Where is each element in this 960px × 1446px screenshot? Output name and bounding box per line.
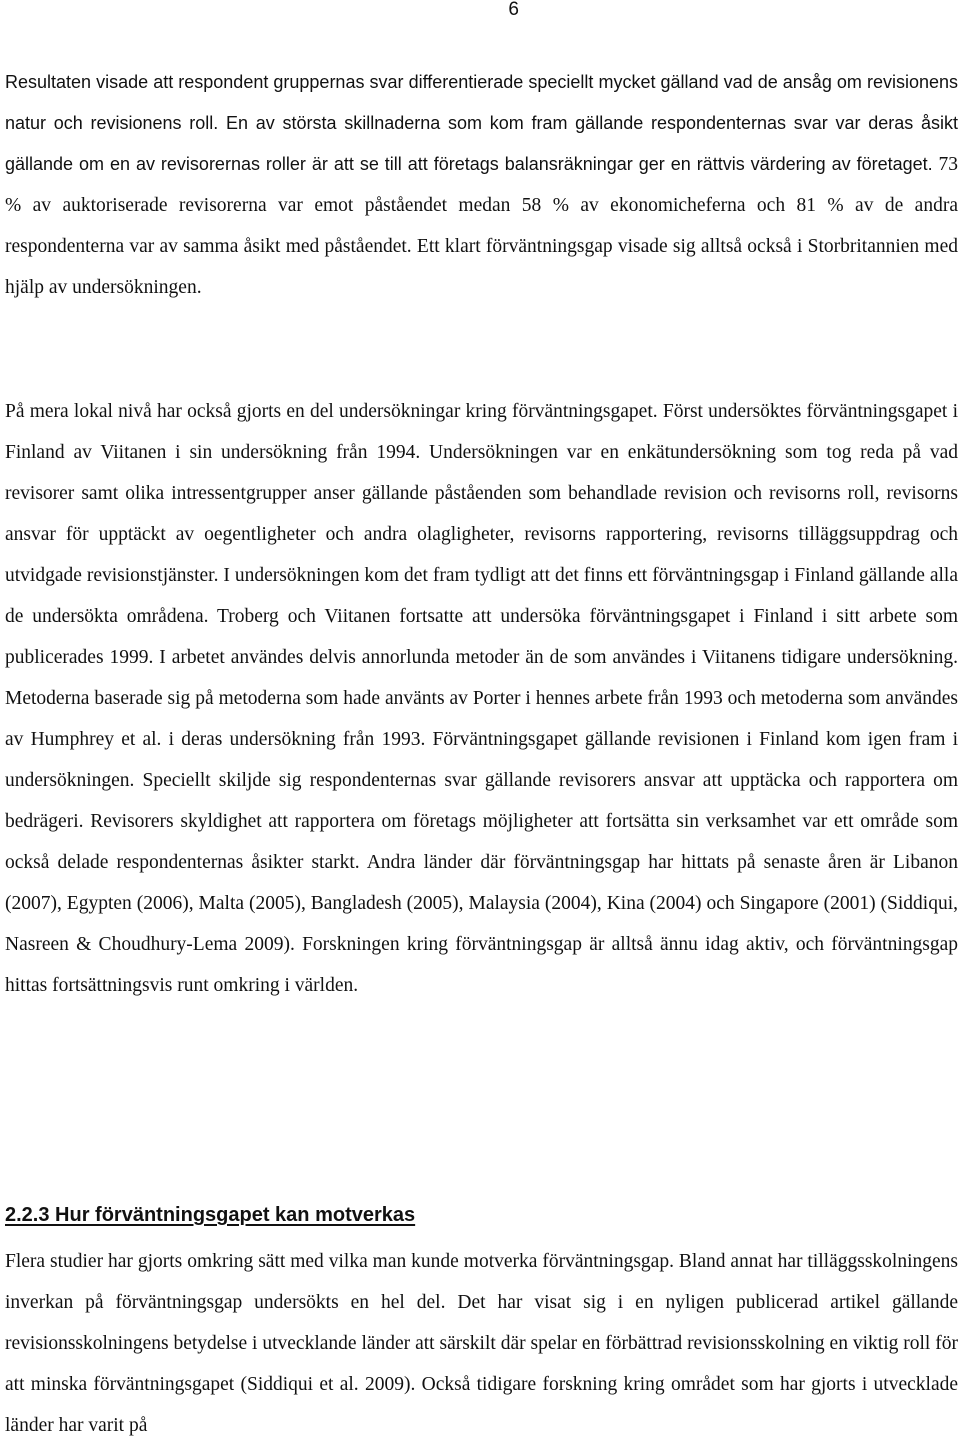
paragraph-expectation-uk-sans-part: Resultaten visade att respondent gruppernas svar differentierade speciellt mycket gälland vad de ansåg om revisionens natur och revisionens roll. En av största skillnaderna som kom fram gällande respondenternas svar var deras åsikt gällande om en av revisorernas roller är att se till att företags balansräkningar ger en rättvis värdering av företaget. bbox=[5, 72, 958, 174]
paragraph-local-studies: På mera lokal nivå har också gjorts en del undersökningar kring förväntningsgapet. Först undersöktes förväntningsgapet i Finland av Viitanen i sin undersökning från 1994. Undersökningen var en enkätundersökning som tog reda på vad revisorer samt olika intressentgrupper anser gällande påståenden som behandlade revision och revisorns roll, revisorns ansvar för upptäckt av oegentligheter och andra olagligheter, revisorns rapportering, revisorns tilläggsuppdrag och utvidgade revisionstjänster. I undersökningen kom det fram tydligt att det finns ett förväntningsgap i Finland gällande alla de undersökta områdena. Troberg och Viitanen fortsatte att undersöka förväntningsgapet i Finland i sitt arbete som publicerades 1999. I arbetet användes delvis annorlunda metoder än de som användes i Viitanens tidigare undersökning. Metoderna baserade sig på metoderna som hade använts av Porter i hennes arbete från 1993 och metoderna som användes av Humphrey et al. i deras undersökning från 1993. Förväntningsgapet gällande revisionen i Finland kom igen fram i undersökningen. Speciellt skiljde sig respondenternas svar gällande revisorers ansvar att upptäcka och rapportera om bedrägeri. Revisorers skyldighet att rapportera om företags möjligheter att fortsätta sin verksamhet var ett område som också delade respondenternas åsikter starkt. Andra länder där förväntningsgap har hittats på senaste åren är Libanon (2007), Egypten (2006), Malta (2005), Bangladesh (2005), Malaysia (2004), Kina (2004) och Singapore (2001) (Siddiqui, Nasreen & Choudhury-Lema 2009). Forskningen kring förväntningsgap är alltså ännu idag aktiv, och förväntningsgap hittas fortsättningsvis runt omkring i världen. bbox=[5, 401, 958, 996]
paragraph-expectation-uk bbox=[5, 62, 958, 308]
paragraph-expectation-uk-serif-part: 73 % av auktoriserade revisorerna var emot påståendet medan 58 % av ekonomicheferna och 81 % av de andra respondenterna var av samma åsikt med påståendet. Ett klart förväntningsgap visade sig alltså också i Storbritannien med hjälp av undersökningen. bbox=[5, 154, 959, 298]
page-number: 6 bbox=[508, 0, 519, 20]
paragraph-section-intro: Flera studier har gjorts omkring sätt med vilka man kunde motverka förväntningsgap. Bland annat har tilläggsskolningens inverkan på förväntningsgap undersökts en hel del. Det har visat sig i en nyligen publicerad artikel gällande revisionsskolningens betydelse i utvecklande länder att särskilt där spelar en förbättrad revisionsskolning en viktig roll för att minska förväntningsgapet (Siddiqui et al. 2009). Också tidigare forskning kring området som har gjorts i utvecklade länder har varit på bbox=[5, 1251, 958, 1436]
section-heading: 2.2.3 Hur förväntningsgapet kan motverkas bbox=[5, 1204, 416, 1226]
